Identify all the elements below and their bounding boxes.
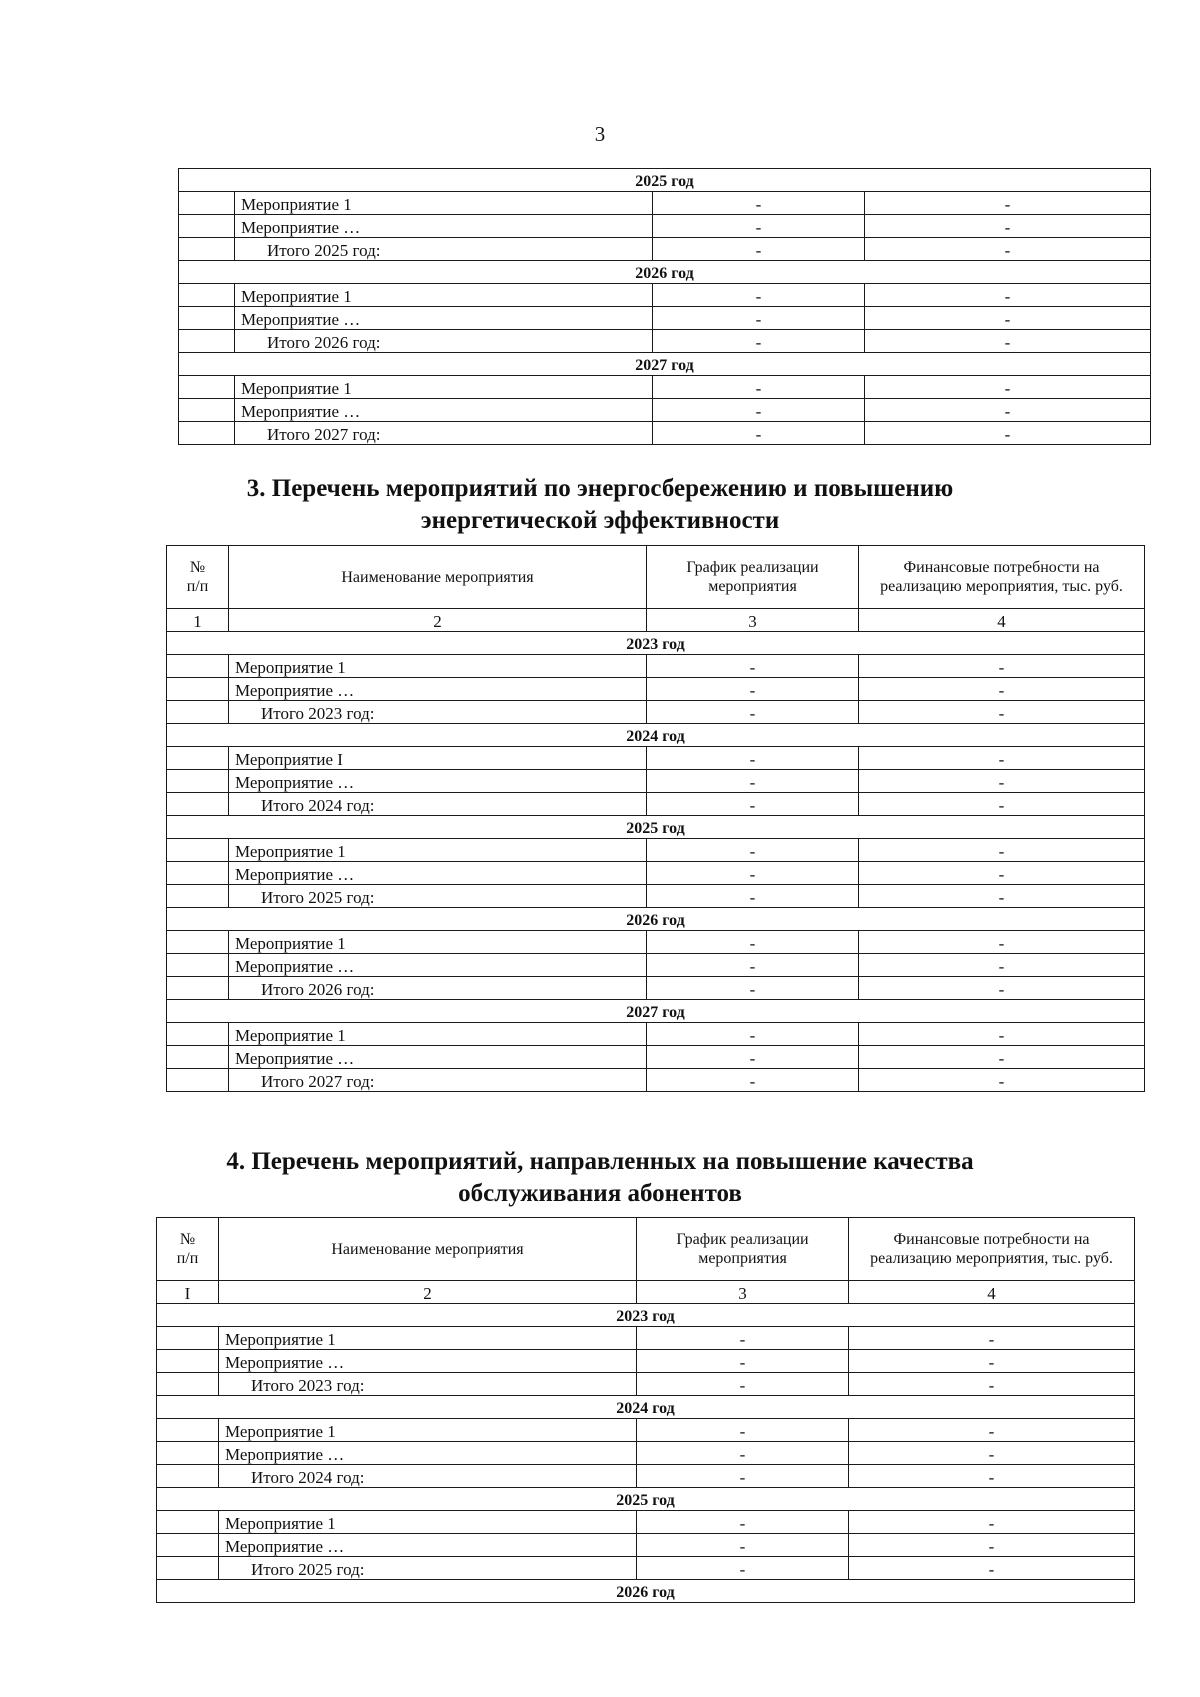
schedule-value: - <box>653 238 865 261</box>
schedule-value: - <box>637 1327 849 1350</box>
schedule-value: - <box>653 399 865 422</box>
year-row <box>167 908 1145 931</box>
year-heading: 2024 год <box>157 1396 1135 1419</box>
row-number-cell <box>179 422 235 445</box>
activity-name: Мероприятие … <box>229 770 647 793</box>
total-label: Итого 2027 год: <box>229 1069 647 1092</box>
row-number-cell <box>157 1465 219 1488</box>
finance-value: - <box>859 655 1145 678</box>
finance-value: - <box>859 678 1145 701</box>
table-row <box>157 1534 1135 1557</box>
activity-name: Мероприятие … <box>219 1534 637 1557</box>
activity-name: Мероприятие … <box>235 215 653 238</box>
year-row <box>167 816 1145 839</box>
schedule-value: - <box>647 793 859 816</box>
year-row <box>157 1396 1135 1419</box>
total-row <box>157 1557 1135 1580</box>
row-number-cell <box>157 1327 219 1350</box>
row-number-cell <box>179 399 235 422</box>
activity-name: Мероприятие 1 <box>229 839 647 862</box>
row-number-cell <box>167 1023 229 1046</box>
schedule-value: - <box>647 747 859 770</box>
section-3-title-line-2: энергетической эффективности <box>420 507 780 534</box>
row-number-cell <box>179 330 235 353</box>
total-label: Итого 2023 год: <box>229 701 647 724</box>
finance-value: - <box>859 885 1145 908</box>
finance-value: - <box>865 192 1151 215</box>
finance-value: - <box>859 701 1145 724</box>
total-row <box>167 885 1145 908</box>
section-4-title <box>0 1146 1200 1210</box>
activity-name: Мероприятие 1 <box>219 1327 637 1350</box>
year-heading: 2027 год <box>167 1000 1145 1023</box>
total-label: Итого 2023 год: <box>219 1373 637 1396</box>
row-number-cell <box>167 862 229 885</box>
column-header-number: № п/п <box>157 1218 219 1281</box>
schedule-value: - <box>653 307 865 330</box>
total-row <box>167 1069 1145 1092</box>
year-heading: 2025 год <box>157 1488 1135 1511</box>
schedule-value: - <box>647 1046 859 1069</box>
column-number: 1 <box>167 609 229 632</box>
row-number-cell <box>179 215 235 238</box>
activity-name: Мероприятие 1 <box>229 1023 647 1046</box>
activity-name: Мероприятие 1 <box>229 931 647 954</box>
table-row <box>179 376 1151 399</box>
year-row <box>167 724 1145 747</box>
page-number: 3 <box>594 122 606 146</box>
section-3-title-line-1: 3. Перечень мероприятий по энергосбережению и повышению <box>246 475 954 502</box>
table-energy-saving <box>166 545 1145 1092</box>
table-row <box>157 1419 1135 1442</box>
row-number-cell <box>167 885 229 908</box>
row-number-cell <box>157 1557 219 1580</box>
finance-value: - <box>865 422 1151 445</box>
year-heading: 2024 год <box>167 724 1145 747</box>
activity-name: Мероприятие I <box>229 747 647 770</box>
total-row <box>167 793 1145 816</box>
table-row <box>179 215 1151 238</box>
total-label: Итого 2025 год: <box>229 885 647 908</box>
section-4-title-line-1: 4. Перечень мероприятий, направленных на повышение качества <box>226 1148 974 1175</box>
schedule-value: - <box>647 931 859 954</box>
section-4-title-line-2: обслуживания абонентов <box>458 1180 742 1207</box>
finance-value: - <box>865 284 1151 307</box>
table-row <box>167 1046 1145 1069</box>
table-row <box>167 931 1145 954</box>
year-row <box>179 353 1151 376</box>
table-row <box>167 862 1145 885</box>
activity-name: Мероприятие … <box>235 399 653 422</box>
table-row <box>157 1350 1135 1373</box>
year-heading: 2025 год <box>167 816 1145 839</box>
finance-value: - <box>849 1419 1135 1442</box>
finance-value: - <box>849 1465 1135 1488</box>
column-header-schedule: График реализации мероприятия <box>637 1218 849 1281</box>
row-number-cell <box>179 284 235 307</box>
row-number-cell <box>167 747 229 770</box>
finance-value: - <box>849 1557 1135 1580</box>
schedule-value: - <box>637 1557 849 1580</box>
finance-value: - <box>859 954 1145 977</box>
table-row <box>167 954 1145 977</box>
row-number-cell <box>179 192 235 215</box>
schedule-value: - <box>653 215 865 238</box>
year-row <box>157 1580 1135 1603</box>
row-number-cell <box>179 307 235 330</box>
table-row <box>167 1023 1145 1046</box>
finance-value: - <box>865 330 1151 353</box>
column-number: 3 <box>647 609 859 632</box>
activity-name: Мероприятие 1 <box>235 376 653 399</box>
row-number-cell <box>157 1511 219 1534</box>
row-number-cell <box>167 701 229 724</box>
column-number: 4 <box>849 1281 1135 1304</box>
total-row <box>157 1465 1135 1488</box>
activity-name: Мероприятие … <box>229 678 647 701</box>
activity-name: Мероприятие … <box>219 1442 637 1465</box>
schedule-value: - <box>647 862 859 885</box>
schedule-value: - <box>653 284 865 307</box>
column-numbers-row <box>157 1281 1135 1304</box>
schedule-value: - <box>647 701 859 724</box>
finance-value: - <box>859 793 1145 816</box>
year-row <box>157 1488 1135 1511</box>
header-row <box>167 546 1145 609</box>
table-service-quality <box>156 1217 1135 1603</box>
column-number: 2 <box>219 1281 637 1304</box>
year-heading: 2026 год <box>167 908 1145 931</box>
row-number-cell <box>157 1419 219 1442</box>
schedule-value: - <box>653 192 865 215</box>
row-number-cell <box>179 238 235 261</box>
schedule-value: - <box>647 977 859 1000</box>
row-number-cell <box>167 977 229 1000</box>
activity-name: Мероприятие … <box>219 1350 637 1373</box>
row-number-cell <box>167 931 229 954</box>
row-number-cell <box>179 376 235 399</box>
column-numbers-row <box>167 609 1145 632</box>
total-label: Итого 2026 год: <box>235 330 653 353</box>
schedule-value: - <box>647 1023 859 1046</box>
table-row <box>167 747 1145 770</box>
schedule-value: - <box>637 1442 849 1465</box>
total-row <box>179 238 1151 261</box>
total-label: Итого 2024 год: <box>229 793 647 816</box>
finance-value: - <box>849 1350 1135 1373</box>
activity-name: Мероприятие 1 <box>229 655 647 678</box>
header-row <box>157 1218 1135 1281</box>
table-row <box>157 1327 1135 1350</box>
row-number-cell <box>167 655 229 678</box>
schedule-value: - <box>647 770 859 793</box>
column-header-number: № п/п <box>167 546 229 609</box>
finance-value: - <box>865 215 1151 238</box>
column-header-finance: Финансовые потребности на реализацию мероприятия, тыс. руб. <box>849 1218 1135 1281</box>
activity-name: Мероприятие … <box>235 307 653 330</box>
total-row <box>167 701 1145 724</box>
year-row <box>167 632 1145 655</box>
row-number-cell <box>157 1350 219 1373</box>
schedule-value: - <box>653 330 865 353</box>
section-3-title <box>0 473 1200 537</box>
schedule-value: - <box>637 1511 849 1534</box>
finance-value: - <box>865 307 1151 330</box>
finance-value: - <box>859 1023 1145 1046</box>
activity-name: Мероприятие 1 <box>219 1511 637 1534</box>
total-row <box>179 330 1151 353</box>
total-label: Итого 2026 год: <box>229 977 647 1000</box>
finance-value: - <box>859 862 1145 885</box>
finance-value: - <box>865 376 1151 399</box>
year-row <box>157 1304 1135 1327</box>
schedule-value: - <box>637 1534 849 1557</box>
row-number-cell <box>167 793 229 816</box>
year-row <box>167 1000 1145 1023</box>
row-number-cell <box>167 954 229 977</box>
schedule-value: - <box>647 839 859 862</box>
finance-value: - <box>865 238 1151 261</box>
table-row <box>167 655 1145 678</box>
column-header-name: Наименование мероприятия <box>219 1218 637 1281</box>
row-number-cell <box>167 839 229 862</box>
activity-name: Мероприятие 1 <box>219 1419 637 1442</box>
finance-value: - <box>859 747 1145 770</box>
column-number: 3 <box>637 1281 849 1304</box>
schedule-value: - <box>647 1069 859 1092</box>
finance-value: - <box>859 1046 1145 1069</box>
schedule-value: - <box>647 954 859 977</box>
total-row <box>179 422 1151 445</box>
total-row <box>167 977 1145 1000</box>
total-label: Итого 2025 год: <box>219 1557 637 1580</box>
year-heading: 2027 год <box>179 353 1151 376</box>
table-continuation <box>178 168 1151 445</box>
schedule-value: - <box>653 422 865 445</box>
column-header-schedule: График реализации мероприятия <box>647 546 859 609</box>
column-number: 2 <box>229 609 647 632</box>
column-number: I <box>157 1281 219 1304</box>
activity-name: Мероприятие … <box>229 954 647 977</box>
schedule-value: - <box>647 655 859 678</box>
activity-name: Мероприятие 1 <box>235 284 653 307</box>
total-label: Итого 2027 год: <box>235 422 653 445</box>
total-row <box>157 1373 1135 1396</box>
table-row <box>167 839 1145 862</box>
finance-value: - <box>849 1442 1135 1465</box>
row-number-cell <box>167 770 229 793</box>
column-header-name: Наименование мероприятия <box>229 546 647 609</box>
column-header-finance: Финансовые потребности на реализацию мероприятия, тыс. руб. <box>859 546 1145 609</box>
year-heading: 2026 год <box>157 1580 1135 1603</box>
finance-value: - <box>849 1327 1135 1350</box>
finance-value: - <box>849 1373 1135 1396</box>
row-number-cell <box>157 1534 219 1557</box>
schedule-value: - <box>637 1465 849 1488</box>
activity-name: Мероприятие … <box>229 862 647 885</box>
table-row <box>167 678 1145 701</box>
finance-value: - <box>849 1511 1135 1534</box>
schedule-value: - <box>647 678 859 701</box>
total-label: Итого 2025 год: <box>235 238 653 261</box>
column-number: 4 <box>859 609 1145 632</box>
table-row <box>179 399 1151 422</box>
table-row <box>157 1511 1135 1534</box>
schedule-value: - <box>637 1350 849 1373</box>
row-number-cell <box>167 1069 229 1092</box>
schedule-value: - <box>647 885 859 908</box>
year-heading: 2023 год <box>167 632 1145 655</box>
year-row <box>179 261 1151 284</box>
table-row <box>179 192 1151 215</box>
table-continuation-body <box>179 169 1151 445</box>
row-number-cell <box>157 1442 219 1465</box>
finance-value: - <box>865 399 1151 422</box>
finance-value: - <box>859 839 1145 862</box>
year-heading: 2025 год <box>179 169 1151 192</box>
finance-value: - <box>859 931 1145 954</box>
finance-value: - <box>859 1069 1145 1092</box>
table-row <box>179 284 1151 307</box>
activity-name: Мероприятие … <box>229 1046 647 1069</box>
finance-value: - <box>859 977 1145 1000</box>
row-number-cell <box>167 1046 229 1069</box>
year-row <box>179 169 1151 192</box>
finance-value: - <box>849 1534 1135 1557</box>
year-heading: 2026 год <box>179 261 1151 284</box>
schedule-value: - <box>653 376 865 399</box>
schedule-value: - <box>637 1373 849 1396</box>
finance-value: - <box>859 770 1145 793</box>
activity-name: Мероприятие 1 <box>235 192 653 215</box>
table-row <box>157 1442 1135 1465</box>
table-row <box>179 307 1151 330</box>
total-label: Итого 2024 год: <box>219 1465 637 1488</box>
row-number-cell <box>167 678 229 701</box>
table-energy-saving-body <box>167 546 1145 1092</box>
year-heading: 2023 год <box>157 1304 1135 1327</box>
table-row <box>167 770 1145 793</box>
row-number-cell <box>157 1373 219 1396</box>
schedule-value: - <box>637 1419 849 1442</box>
table-service-quality-body <box>157 1218 1135 1603</box>
